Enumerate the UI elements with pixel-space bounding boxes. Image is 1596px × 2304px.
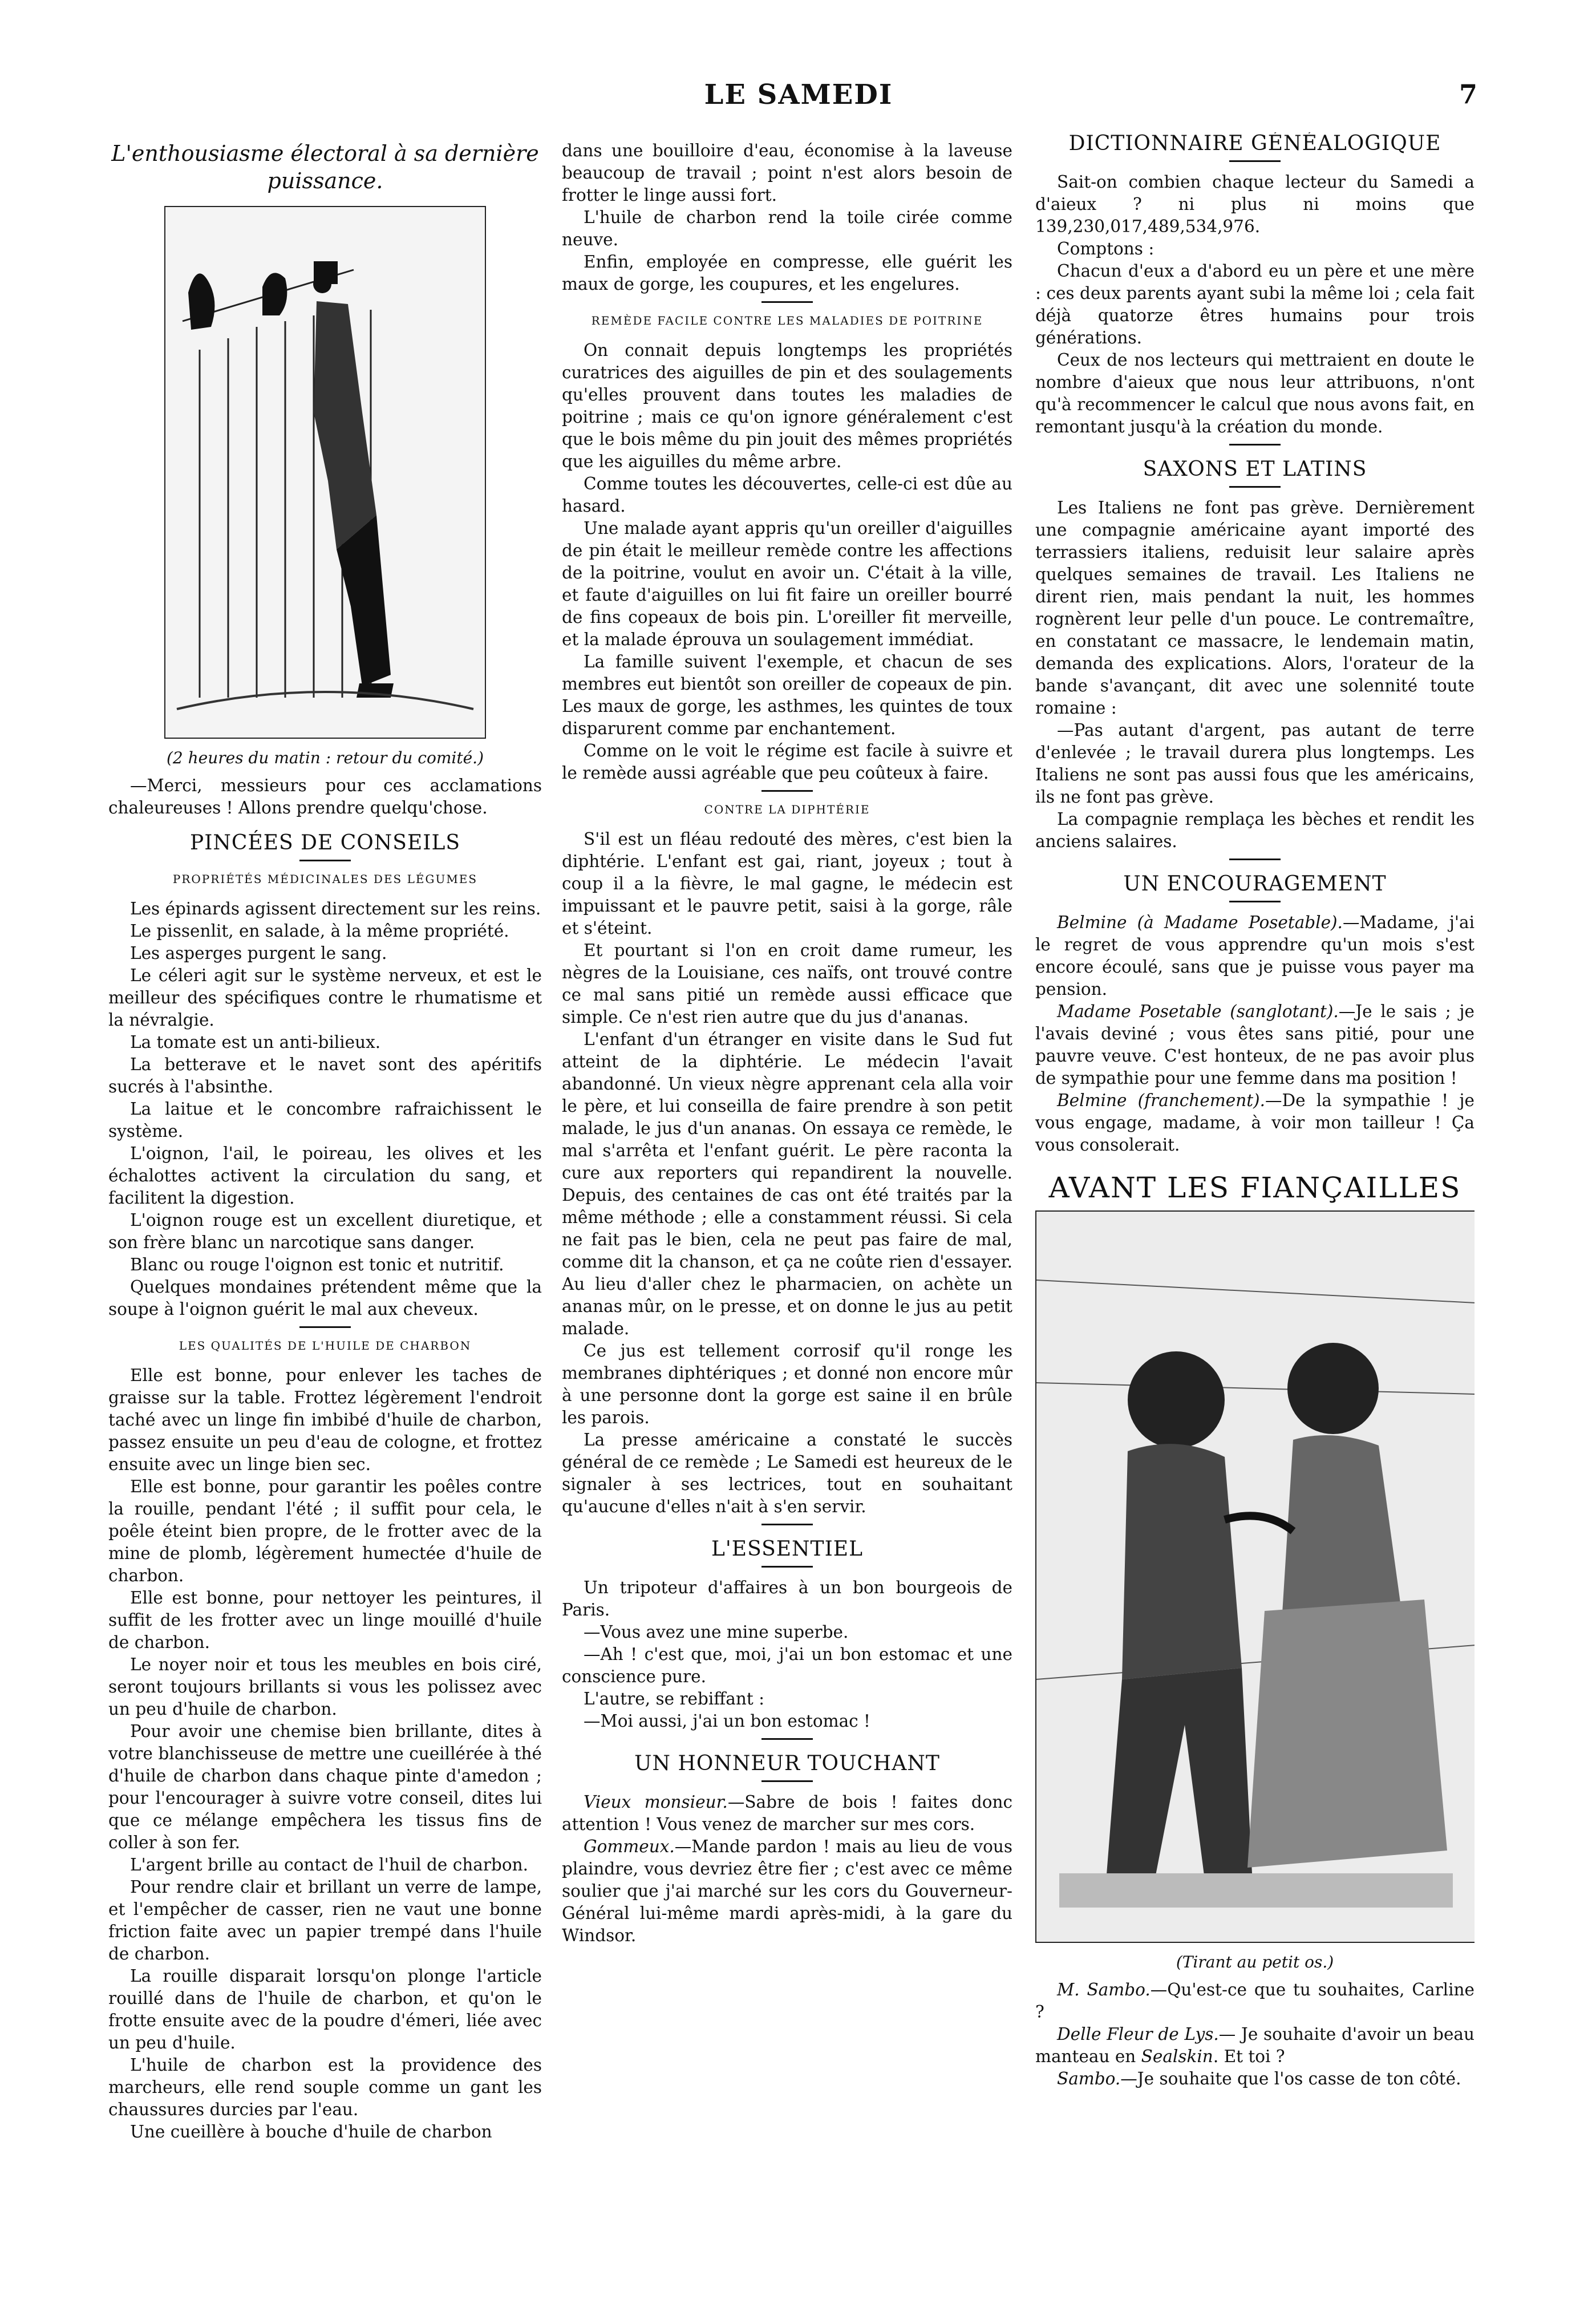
cartoon-caption: (2 heures du matin : retour du comité.) xyxy=(166,748,484,767)
dialogue-line xyxy=(1035,2023,1475,2068)
paragraph: —Pas autant d'argent, pas autant de terre d'enlevée ; le travail durera plus longtemps. Les Italiens ne sont pas aussi fous que les américains, ils ne font pas grève. xyxy=(1035,720,1475,807)
speaker: Belmine (à Madame Posetable). xyxy=(1057,913,1343,932)
divider xyxy=(761,301,813,303)
line: —De la sympathie ! je vous engage, madame, à voir mon tailleur ! Ça vous consolerait. xyxy=(1035,1091,1475,1155)
speaker: Sambo. xyxy=(1057,2069,1121,2088)
dialogue-line xyxy=(1035,1090,1475,1156)
paragraph: Comme toutes les découvertes, celle-ci est dûe au hasard. xyxy=(562,474,1012,516)
paragraph: La compagnie remplaça les bèches et rendit les anciens salaires. xyxy=(1035,809,1475,851)
paragraph: Et pourtant si l'on en croit dame rumeur, les nègres de la Louisiane, ces naïfs, ont trouvé contre ce mal sans pitié un remède aussi efficace que simple. Ce n'est rien autre que du jus d'ananas. xyxy=(562,941,1012,1027)
paragraph: Pour rendre clair et brillant un verre de lampe, et l'empêcher de casser, rien ne vaut une bonne friction faite avec un papier trempé dans l'huile de charbon. xyxy=(108,1877,542,1963)
paragraph: La laitue et le concombre rafraichissent le système. xyxy=(108,1099,542,1141)
divider xyxy=(761,1524,813,1525)
paragraph: Le céleri agit sur le système nerveux, et est le meilleur des spécifiques contre le rhumatisme et la névralgie. xyxy=(108,966,542,1030)
section-title-honneur: UN HONNEUR TOUCHANT xyxy=(634,1752,940,1775)
paragraph: Les épinards agissent directement sur les reins. xyxy=(130,899,541,918)
paragraph: —Moi aussi, j'ai un bon estomac ! xyxy=(584,1711,870,1731)
paragraph: Ceux de nos lecteurs qui mettraient en doute le nombre d'aieux que nous leur attribuons, n'ont qu'à recommencer le calcul que nous avons fait, en remontant jusqu'à la création du monde. xyxy=(1035,350,1475,436)
paragraph: S'il est un fléau redouté des mères, c'est bien la diphtérie. L'enfant est gai, riant, joyeux ; tout à coup il a la fièvre, le mal gagne, le médecin est impuissant et le pauvre petit, saisi à la gorge, râle et s'éteint. xyxy=(562,829,1012,938)
cartoon-text: —Merci, messieurs pour ces acclamations chaleureuses ! Allons prendre quelqu'chose. xyxy=(108,776,542,817)
paragraph: Une malade ayant appris qu'un oreiller d'aiguilles de pin était le meilleur remède contre les affections de la poitrine, voulut en avoir un. C'était à la ville, et faute d'aiguilles on lui fit faire un oreiller bourré de fins copeaux de bois pin. L'oreiller fit merveille, et la malade éprouva un soulagement immédiat. xyxy=(562,519,1012,649)
divider xyxy=(761,1738,813,1740)
paragraph: On connait depuis longtemps les propriétés curatrices des aiguilles de pin et des soulagements qu'elles prouvent dans toutes les maladies de poitrine ; mais ce qu'on ignore généralement c'est que le bois même du pin jouit des mêmes propriétés que les aiguilles du même arbre. xyxy=(562,341,1012,471)
divider xyxy=(761,790,813,792)
divider xyxy=(761,1780,813,1782)
paragraph: —Ah ! c'est que, moi, j'ai un bon estomac et une conscience pure. xyxy=(562,1645,1012,1686)
line: —Madame, j'ai le regret de vous apprendre qu'un mois s'est encore écoulé, sans que je puisse vous payer ma pension. xyxy=(1035,913,1475,999)
speaker: M. Sambo. xyxy=(1057,1980,1151,1999)
paragraph: La famille suivent l'exemple, et chacun de ses membres eut bientôt son oreiller de copeaux de pin. Les maux de gorge, les asthmes, les quintes de toux disparurent comme par enchantement. xyxy=(562,652,1012,738)
paragraph: Comptons : xyxy=(1057,239,1155,258)
divider xyxy=(299,1326,351,1328)
page-number: 7 xyxy=(1459,79,1477,110)
subhead-poitrine: REMÈDE FACILE CONTRE LES MALADIES DE POITRINE xyxy=(591,314,983,327)
line: —Je souhaite que l'os casse de ton côté. xyxy=(1120,2069,1461,2088)
section-title-saxons: SAXONS ET LATINS xyxy=(1143,457,1367,481)
dialogue-line xyxy=(1035,2068,1475,2090)
paragraph: L'huile de charbon rend la toile cirée comme neuve. xyxy=(562,208,1012,249)
paragraph: Le pissenlit, en salade, à la même propriété. xyxy=(130,921,509,941)
speaker: Vieux monsieur. xyxy=(584,1792,728,1812)
line: . Et toi ? xyxy=(1213,2047,1285,2066)
paragraph: L'autre, se rebiffant : xyxy=(584,1689,765,1708)
divider xyxy=(1229,901,1281,902)
speaker: Belmine (franchement). xyxy=(1057,1091,1265,1110)
line: —Sabre de bois ! faites donc attention ! Vous venez de marcher sur mes cors. xyxy=(562,1792,1012,1834)
dialogue-line xyxy=(1035,1001,1475,1090)
couple-drawing xyxy=(1036,1212,1475,1942)
divider xyxy=(761,1566,813,1568)
dialogue-line xyxy=(562,1836,1012,1947)
section-title-pincees: PINCÉES DE CONSEILS xyxy=(189,831,461,855)
paragraph: La betterave et le navet sont des apéritifs sucrés à l'absinthe. xyxy=(108,1055,542,1096)
illustration-caption: (Tirant au petit os.) xyxy=(1176,1953,1334,1971)
divider xyxy=(1229,160,1281,162)
section-title-essentiel: L'ESSENTIEL xyxy=(711,1537,863,1561)
newspaper-title: LE SAMEDI xyxy=(704,79,893,111)
paragraph: L'huile de charbon est la providence des marcheurs, elle rend souple comme un gant les chaussures durcies par l'eau. xyxy=(108,2055,542,2119)
column-1 xyxy=(108,140,542,2285)
paragraph: La rouille disparait lorsqu'on plonge l'article rouillé dans de l'huile de charbon, et qu'on le frotte ensuite avec de la poudre d'émeri, liée avec un peu d'huile. xyxy=(108,1966,542,2052)
paragraph: L'enfant d'un étranger en visite dans le Sud fut atteint de la diphtérie. Le médecin l'avait abandonné. Un vieux nègre apprenant cela alla voir le père, et lui conseilla de faire prendre à son petit malade, le jus d'un ananas. On essaya ce remède, le mal s'arrêta et l'enfant guérit. Le père raconta la cure aux reporters qui repandirent la nouvelle. Depuis, des centaines de cas ont été traités par la même méthode ; elle a constamment réussi. Si cela ne fait pas le bien, cela ne peut pas faire de mal, comme dit la chanson, et ça ne coûte rien d'essayer. Au lieu d'aller chez le pharmacien, on achète un ananas mûr, on le presse, et on donne le jus au petit malade. xyxy=(562,1030,1012,1338)
paragraph: La presse américaine a constaté le succès général de ce remède ; Le Samedi est heureux de le signaler à ses lectrices, tout en souhaitant qu'aucune d'elles n'ait à s'en servir. xyxy=(562,1430,1012,1516)
paragraph: Blanc ou rouge l'oignon est tonic et nutritif. xyxy=(130,1255,504,1274)
paragraph: La tomate est un anti-bilieux. xyxy=(130,1032,381,1052)
speaker: Delle Fleur de Lys. xyxy=(1057,2024,1219,2044)
paragraph: Le noyer noir et tous les meubles en bois ciré, seront toujours brillants si vous les polissez avec un peu d'huile de charbon. xyxy=(108,1655,542,1719)
subhead-diphterie: CONTRE LA DIPHTÉRIE xyxy=(704,803,870,816)
line: — Je souhaite d'avoir un beau manteau en xyxy=(1035,2024,1475,2066)
line: —Je le sais ; je l'avais deviné ; vous êtes sans pitié, pour une pauvre veuve. C'est honteux, de ne pas avoir plus de sympathie pour une femme dans ma position ! xyxy=(1035,1002,1475,1088)
fiancailles-illustration xyxy=(1035,1210,1475,1943)
paragraph: L'argent brille au contact de l'huil de charbon. xyxy=(130,1855,528,1874)
section-title-encouragement: UN ENCOURAGEMENT xyxy=(1123,872,1387,896)
section-title-dictionnaire: DICTIONNAIRE GÉNÉALOGIQUE xyxy=(1068,132,1441,155)
dialogue-line xyxy=(1035,1979,1475,2023)
line: —Mande pardon ! mais au lieu de vous plaindre, vous devriez être fier ; c'est avec ce même soulier que j'ai marché sur les cors du Gouverneur-Général lui-même mardi après-midi, à la gare du Windsor. xyxy=(562,1837,1012,1945)
cartoon-drawing xyxy=(165,207,485,738)
speaker: Gommeux. xyxy=(584,1837,675,1856)
speaker: Madame Posetable (sanglotant). xyxy=(1057,1002,1339,1021)
paragraph: —Vous avez une mine superbe. xyxy=(584,1622,849,1642)
paragraph: Un tripoteur d'affaires à un bon bourgeois de Paris. xyxy=(562,1578,1012,1619)
paragraph: Chacun d'eux a d'abord eu un père et une mère : ces deux parents ayant subi la même loi ; cela fait déjà quatorze êtres humains pour trois générations. xyxy=(1035,261,1475,347)
subhead-legumes: PROPRIÉTÉS MÉDICINALES DES LÉGUMES xyxy=(172,872,478,886)
dialogue-line xyxy=(562,1791,1012,1836)
paragraph: Elle est bonne, pour nettoyer les peintures, il suffit de les frotter avec un linge mouillé d'huile de charbon. xyxy=(108,1588,542,1652)
cartoon-title: L'enthousiasme électoral à sa dernière puissance. xyxy=(111,141,539,193)
paragraph: Les asperges purgent le sang. xyxy=(130,944,387,963)
dialogue-line xyxy=(1035,912,1475,1001)
paragraph: Les Italiens ne font pas grève. Dernièrement une compagnie américaine ayant importé des terrassiers italiens, reduisit leur salaire après quelques semaines de travail. Les Italiens ne dirent rien, mais pendant la nuit, les hommes rognèrent leur pelle d'un pouce. Le contremaître, en constatant ce massacre, le lendemain matin, demanda des explications. Alors, l'orateur de la bande s'avançant, dit avec une solennité toute romaine : xyxy=(1035,498,1475,718)
paragraph: Elle est bonne, pour garantir les poêles contre la rouille, pendant l'été ; il suffit pour cela, le poêle éteint bien propre, de le frotter avec de la mine de plomb, légèrement humectée d'huile de charbon. xyxy=(108,1477,542,1585)
subhead-huile: LES QUALITÉS DE L'HUILE DE CHARBON xyxy=(179,1339,472,1353)
divider xyxy=(1229,444,1281,446)
paragraph: Pour avoir une chemise bien brillante, dites à votre blanchisseuse de mettre une cueillérée à thé d'huile de charbon dans chaque pinte d'amedon ; pour l'encourager à suivre votre conseil, dites lui que ce mélange empêchera les tissus fins de coller à son fer. xyxy=(108,1722,542,1852)
divider xyxy=(1229,859,1281,860)
line: —Qu'est-ce que tu souhaites, Carline ? xyxy=(1035,1980,1475,2022)
paragraph: Une cueillère à bouche d'huile de charbon xyxy=(130,2122,492,2141)
paragraph: Sait-on combien chaque lecteur du Samedi a d'aieux ? ni plus ni moins que 139,230,017,489,534,976. xyxy=(1035,172,1475,236)
column-3 xyxy=(1035,132,1475,2277)
paragraph: dans une bouilloire d'eau, économise à la laveuse beaucoup de travail ; point n'est alors besoin de frotter le linge aussi fort. xyxy=(562,141,1012,205)
paragraph: Enfin, employée en compresse, elle guérit les maux de gorge, les coupures, et les engelures. xyxy=(562,252,1012,294)
divider xyxy=(1229,486,1281,488)
paragraph: Elle est bonne, pour enlever les taches de graisse sur la table. Frottez légèrement l'endroit taché avec un linge fin imbibé d'huile de charbon, passez ensuite un peu d'eau de cologne, et frottez ensuite avec un linge bien sec. xyxy=(108,1366,542,1474)
section-title-fiancailles: AVANT LES FIANÇAILLES xyxy=(1048,1171,1461,1204)
paragraph: Ce jus est tellement corrosif qu'il ronge les membranes diphtériques ; et donné non encore mûr à une personne dont la gorge est saine il en brûle les parois. xyxy=(562,1341,1012,1427)
paragraph: L'oignon rouge est un excellent diuretique, et son frère blanc un narcotique sans danger. xyxy=(108,1210,542,1252)
election-cartoon-illustration xyxy=(164,206,486,739)
paragraph: Quelques mondaines prétendent même que la soupe à l'oignon guérit le mal aux cheveux. xyxy=(108,1277,542,1319)
paragraph: Comme on le voit le régime est facile à suivre et le remède aussi agréable que peu coûteux à faire. xyxy=(562,741,1012,783)
paragraph: L'oignon, l'ail, le poireau, les olives et les échalottes activent la circulation du sang, et facilitent la digestion. xyxy=(108,1144,542,1208)
line-emphasis: Sealskin xyxy=(1141,2047,1213,2066)
column-2 xyxy=(562,140,1012,2285)
divider xyxy=(299,860,351,861)
